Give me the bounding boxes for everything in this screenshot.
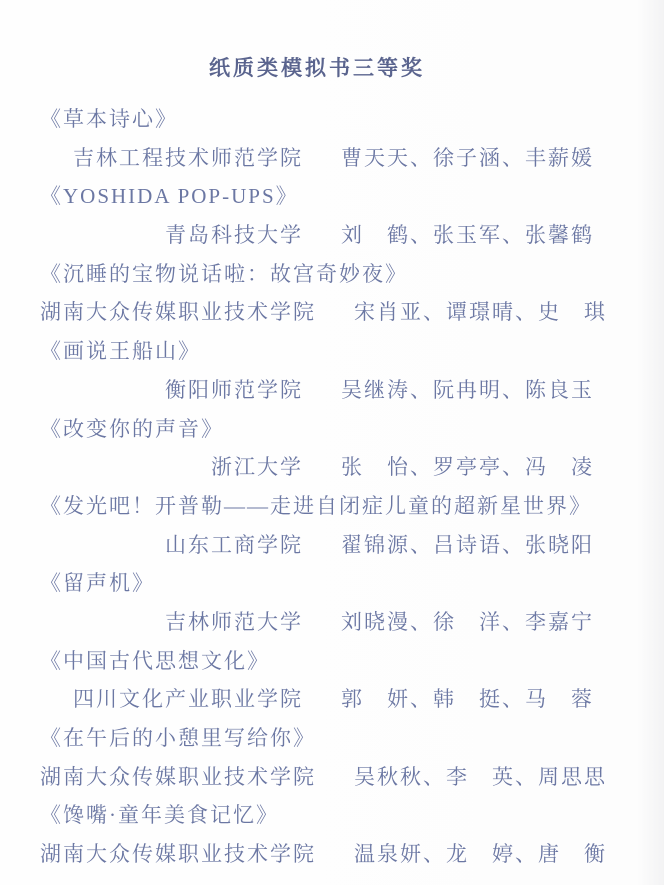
award-entry bbox=[40, 796, 607, 873]
book-title-line: 《留声机》 bbox=[40, 571, 155, 596]
school-name: 衡阳师范学院 bbox=[165, 377, 303, 402]
school-name: 浙江大学 bbox=[211, 455, 303, 480]
school-authors-line bbox=[40, 603, 594, 642]
book-title-line: 《沉睡的宝物说话啦：故宫奇妙夜》 bbox=[40, 261, 408, 286]
author-names: 吴秋秋、李 英、周思思 bbox=[354, 764, 607, 789]
author-names: 宋肖亚、谭璟晴、史 琪 bbox=[354, 300, 607, 325]
book-title-line: 《草本诗心》 bbox=[40, 107, 178, 131]
award-entry bbox=[40, 564, 594, 641]
author-names: 翟锦源、吕诗语、张晓阳 bbox=[341, 532, 594, 557]
school-name: 湖南大众传媒职业技术学院 bbox=[40, 300, 316, 325]
book-title-line: 《YOSHIDA POP-UPS》 bbox=[40, 184, 299, 209]
author-names: 郭 妍、韩 挺、马 蓉 bbox=[341, 687, 594, 712]
award-entry bbox=[40, 487, 594, 564]
author-names: 吴继涛、阮冉明、陈良玉 bbox=[341, 377, 594, 402]
school-authors-line bbox=[40, 758, 607, 797]
school-authors-line bbox=[40, 371, 594, 410]
book-title-line: 《馋嘴·童年美食记忆》 bbox=[40, 803, 279, 828]
author-names: 刘 鹤、张玉军、张馨鹤 bbox=[341, 223, 594, 248]
school-name: 湖南大众传媒职业技术学院 bbox=[40, 764, 316, 789]
award-entry bbox=[40, 719, 607, 796]
book-title-line: 《改变你的声音》 bbox=[40, 416, 224, 441]
award-entry bbox=[40, 255, 607, 332]
school-name: 青岛科技大学 bbox=[165, 223, 303, 248]
school-name: 吉林工程技术师范学院 bbox=[73, 145, 303, 170]
award-entry bbox=[40, 100, 594, 177]
school-authors-line bbox=[40, 835, 607, 874]
school-authors-line bbox=[40, 139, 594, 178]
school-authors-line bbox=[40, 293, 607, 332]
school-name: 四川文化产业职业学院 bbox=[73, 687, 303, 712]
book-title-line: 《在午后的小憩里写给你》 bbox=[40, 726, 316, 750]
award-entry bbox=[40, 410, 594, 487]
school-authors-line bbox=[40, 526, 594, 565]
author-names: 刘晓漫、徐 洋、李嘉宁 bbox=[341, 609, 594, 634]
author-names: 温泉妍、龙 婷、唐 衡 bbox=[354, 842, 607, 867]
school-authors-line bbox=[40, 216, 594, 255]
book-title-line: 《中国古代思想文化》 bbox=[40, 648, 270, 673]
page-title: 纸质类模拟书三等奖 bbox=[209, 57, 425, 80]
school-name: 山东工商学院 bbox=[165, 532, 303, 557]
award-entry bbox=[40, 332, 594, 409]
author-names: 曹天天、徐子涵、丰薪媛 bbox=[341, 145, 594, 170]
author-names: 张 怡、罗亭亭、冯 凌 bbox=[341, 455, 594, 480]
book-title-line: 《画说王船山》 bbox=[40, 339, 201, 364]
award-entry bbox=[40, 177, 594, 254]
school-name: 吉林师范大学 bbox=[165, 609, 303, 634]
book-title-line: 《发光吧！开普勒——走进自闭症儿童的超新星世界》 bbox=[40, 493, 592, 518]
school-name: 湖南大众传媒职业技术学院 bbox=[40, 842, 316, 867]
school-authors-line bbox=[40, 448, 594, 487]
award-entry bbox=[40, 642, 594, 719]
school-authors-line bbox=[40, 680, 594, 719]
